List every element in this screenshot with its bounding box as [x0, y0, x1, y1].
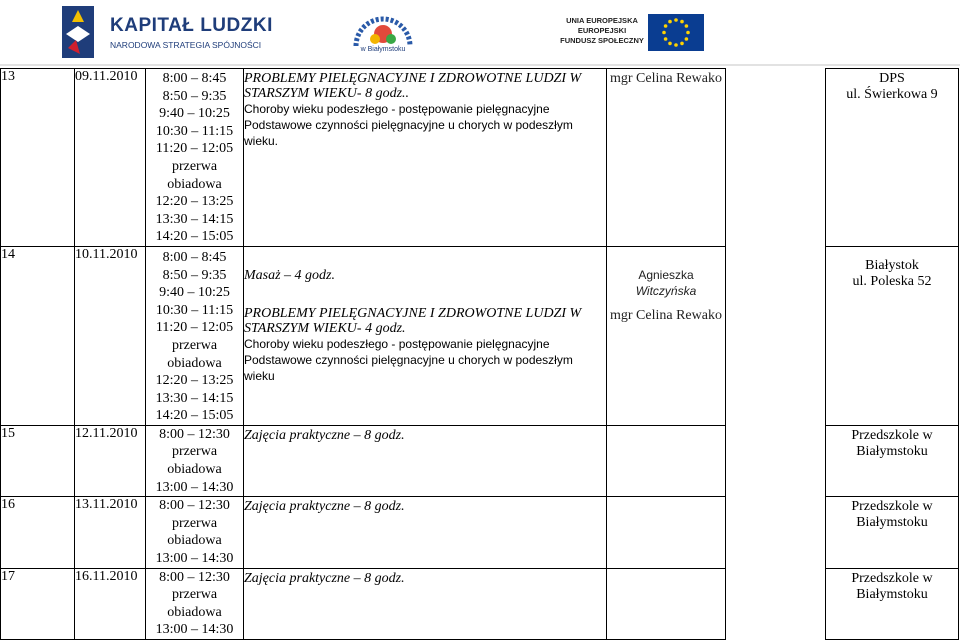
time-slot: obiadowa: [167, 604, 222, 620]
row-tutor: [607, 425, 726, 496]
row-date: 16.11.2010: [75, 568, 146, 639]
time-slot: obiadowa: [167, 533, 222, 549]
schedule-row: [1, 246, 959, 425]
spacer-cell: [726, 246, 826, 425]
kapital-ludzki-logo: [58, 4, 273, 62]
eu-text-block: [560, 16, 644, 46]
schedule-row: [1, 425, 959, 496]
row-date: 09.11.2010: [75, 69, 146, 247]
time-slot: przerwa: [171, 158, 218, 174]
place-line: ul. Świerkowa 9: [846, 87, 938, 102]
mopr-logo: [342, 6, 424, 60]
spacer-cell: [726, 568, 826, 639]
schedule-table: [0, 68, 959, 640]
eu-flag-icon: [648, 14, 704, 51]
row-tutor: [607, 497, 726, 568]
row-times: [146, 568, 244, 639]
schedule-row: [1, 69, 959, 247]
row-tutor: [607, 568, 726, 639]
page-header: [0, 0, 960, 66]
eu-logo: [560, 12, 710, 56]
time-slot: 8:00 – 8:45: [162, 71, 227, 86]
row-times: [146, 425, 244, 496]
row-tutor: [607, 69, 726, 247]
topic-line: Podstawowe czynności pielęgnacyjne u chorych w podeszłym wieku: [244, 352, 573, 383]
time-slot: 9:40 – 10:25: [159, 285, 230, 301]
time-slot: 8:00 – 12:30: [159, 569, 230, 585]
row-number: 13: [1, 69, 75, 247]
schedule-row: [1, 497, 959, 568]
header-divider: [0, 64, 960, 66]
row-topic: [244, 69, 607, 247]
mopr-emblem-icon: [342, 6, 424, 50]
tutor-name-first: Agnieszka: [638, 267, 694, 282]
spacer-cell: [726, 69, 826, 247]
time-slot: 13:30 – 14:15: [155, 390, 234, 406]
time-slot: przerwa: [171, 587, 218, 603]
eu-line-3: FUNDUSZ SPOŁECZNY: [560, 36, 644, 45]
row-topic: [244, 497, 607, 568]
time-slot: 8:50 – 9:35: [162, 88, 227, 104]
row-date: 10.11.2010: [75, 246, 146, 425]
row-tutor: [607, 246, 726, 425]
topic-text: Zajęcia praktyczne – 8 godz.: [244, 427, 405, 443]
place-line: Przedszkole w: [851, 427, 933, 443]
eu-line-1: UNIA EUROPEJSKA: [566, 16, 638, 25]
eu-line-2: EUROPEJSKI: [577, 26, 627, 35]
place-line: Białymstoku: [856, 515, 928, 531]
place-line: Białymstoku: [856, 443, 928, 459]
topic-title: PROBLEMY PIELĘGNACYJNE I ZDROWOTNE LUDZI W STARSZYM WIEKU- 8 godz..: [244, 71, 582, 101]
topic-text: Zajęcia praktyczne – 8 godz.: [244, 499, 405, 515]
topic-title: PROBLEMY PIELĘGNACYJNE I ZDROWOTNE LUDZI W STARSZYM WIEKU- 4 godz.: [244, 305, 582, 336]
place-line: Białymstoku: [856, 586, 928, 602]
row-topic: [244, 425, 607, 496]
spacer-cell: [726, 497, 826, 568]
topic-line: Choroby wieku podeszłego - postępowanie pielęgnacyjne: [244, 336, 550, 351]
time-slot: 14:20 – 15:05: [155, 229, 234, 245]
row-number: 15: [1, 425, 75, 496]
time-slot: obiadowa: [167, 355, 222, 371]
row-date: 13.11.2010: [75, 497, 146, 568]
time-slot: 8:00 – 12:30: [159, 498, 230, 514]
time-slot: 8:50 – 9:35: [162, 267, 227, 283]
place-line: Przedszkole w: [851, 570, 933, 586]
topic-text: Zajęcia praktyczne – 8 godz.: [244, 570, 405, 586]
time-slot: 14:20 – 15:05: [155, 408, 234, 424]
time-slot: obiadowa: [167, 176, 222, 192]
row-times: [146, 497, 244, 568]
time-slot: 10:30 – 11:15: [155, 302, 234, 318]
kapital-ludzki-title: KAPITAŁ LUDZKI: [110, 15, 273, 36]
time-slot: 12:20 – 13:25: [155, 373, 234, 389]
row-topic: [244, 568, 607, 639]
time-slot: 9:40 – 10:25: [159, 106, 230, 122]
time-slot: 13:30 – 14:15: [155, 211, 234, 227]
topic-line: Podstawowe czynności pielęgnacyjne u chorych w podeszłym wieku.: [244, 118, 573, 148]
row-place: [826, 568, 959, 639]
time-slot: 8:00 – 12:30: [159, 426, 230, 442]
time-slot: obiadowa: [167, 462, 222, 478]
place-line: Przedszkole w: [851, 499, 933, 515]
kapital-ludzki-subtitle: NARODOWA STRATEGIA SPÓJNOŚCI: [110, 40, 262, 50]
row-topic: [244, 246, 607, 425]
time-slot: 12:20 – 13:25: [155, 194, 234, 210]
row-place: [826, 425, 959, 496]
mopr-caption: w Białymstoku: [360, 46, 406, 53]
topic-massage: Masaż – 4 godz.: [244, 267, 336, 283]
tutor-name-last: Witczyńska: [635, 283, 697, 298]
spacer-cell: [726, 425, 826, 496]
place-line: ul. Poleska 52: [852, 273, 932, 289]
row-times: [146, 246, 244, 425]
row-number: 17: [1, 568, 75, 639]
time-slot: przerwa: [171, 515, 218, 531]
time-slot: 13:00 – 14:30: [155, 551, 234, 567]
row-date: 12.11.2010: [75, 425, 146, 496]
time-slot: przerwa: [171, 444, 218, 460]
time-slot: 10:30 – 11:15: [155, 123, 234, 139]
tutor-name: mgr Celina Rewako: [610, 307, 722, 323]
time-slot: przerwa: [171, 337, 218, 353]
row-place: [826, 246, 959, 425]
tutor-name: mgr Celina Rewako: [610, 71, 722, 86]
time-slot: 13:00 – 14:30: [155, 622, 234, 638]
row-number: 14: [1, 246, 75, 425]
row-place: [826, 497, 959, 568]
row-times: [146, 69, 244, 247]
place-line: Białystok: [865, 257, 919, 273]
time-slot: 11:20 – 12:05: [155, 141, 234, 157]
row-number: 16: [1, 497, 75, 568]
place-line: DPS: [879, 71, 905, 86]
kapital-ludzki-emblem-icon: [58, 4, 98, 60]
row-place: [826, 69, 959, 247]
time-slot: 11:20 – 12:05: [155, 320, 234, 336]
time-slot: 8:00 – 8:45: [162, 249, 227, 265]
time-slot: 13:00 – 14:30: [155, 479, 234, 495]
schedule-row: [1, 568, 959, 639]
topic-line: Choroby wieku podeszłego - postępowanie pielęgnacyjne: [244, 102, 550, 116]
